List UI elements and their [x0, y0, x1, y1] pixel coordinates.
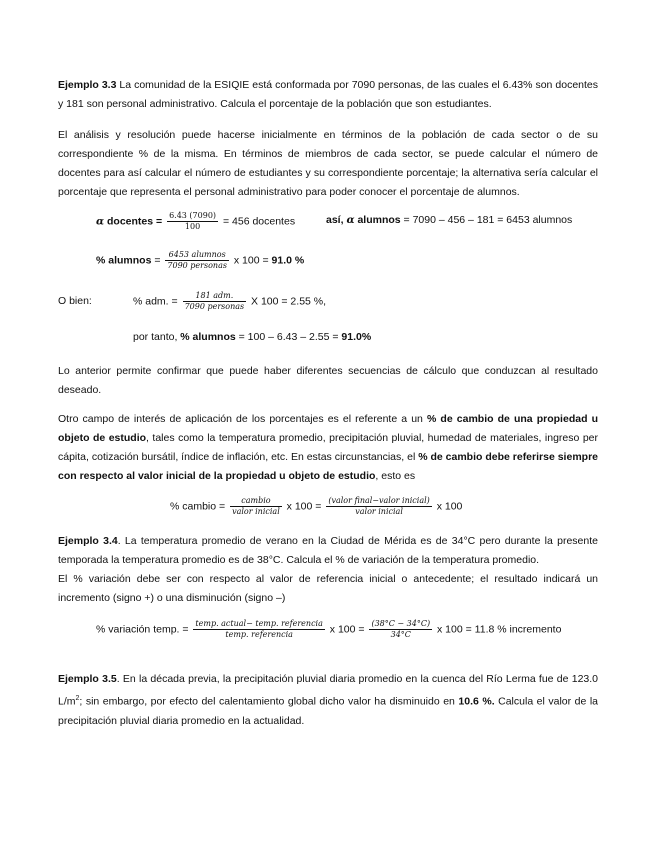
eq5-numerator-2: (valor final−valor inicial): [328, 496, 430, 505]
eq2-lhs: % alumnos: [96, 254, 152, 267]
eq1-numerator: 6.43 (7090): [169, 211, 217, 220]
eq6-rhs: x 100 = 11.8 % incremento: [434, 623, 562, 636]
ejemplo-3-5-label: Ejemplo 3.5: [58, 673, 117, 685]
eq2-rhs: x 100 =: [230, 254, 272, 267]
eq2-fraction: [165, 250, 229, 271]
otro-bold-1: % de cambio de una propiedad u objeto de estudio: [58, 413, 598, 444]
eq6-numerator-1: temp. actual− temp. referencia: [195, 619, 323, 628]
otro-text-1: Otro campo de interés de aplicación de los porcentajes es el referente a un: [58, 413, 427, 425]
otro-text-2: , tales como la temperatura promedio, precipitación pluvial, humedad de materiales, ingreso per cápita, cotización bursátil, índice de inflación, etc. En estas circunstancias, el: [58, 432, 598, 463]
eq1-rhs2: = 7090 – 456 – 181 = 6453 alumnos: [400, 214, 573, 226]
eq1-asi: así,: [326, 214, 347, 226]
alpha-symbol-2: α: [346, 214, 355, 226]
eq2-eq: =: [151, 254, 164, 267]
ejemplo-3-3-paragraph: [58, 76, 598, 114]
eq1-fraction: [167, 211, 218, 232]
confirm-paragraph: Lo anterior permite confirmar que puede haber diferentes secuencias de cálculo que conduzcan al resultado deseado.: [58, 365, 598, 396]
alpha-symbol: α: [96, 215, 105, 228]
eq3-rhs: X 100 = 2.55 %,: [248, 295, 327, 308]
otro-bold-2: % de cambio debe referirse siempre con respecto al valor inicial de la propiedad u objeto de estudio: [58, 451, 598, 482]
ejemplo-3-5-text-3: Calcula el valor de la precipitación pluvial diaria promedio en la actualidad.: [58, 695, 598, 727]
eq5-mid: x 100 =: [283, 500, 325, 513]
equation-percent-change: [170, 496, 462, 517]
analysis-paragraph: El análisis y resolución puede hacerse inicialmente en términos de la población de cada sector o de su correspondiente % de la misma. En términos de miembros de cada sector, se puede calcular el número de docentes para así calcular el número de estudiantes y su correspondiente porcentaje; la alternativa sería calcular el porcentaje que representa el personal administrativo para poder conocer el porcentaje de alumnos.: [58, 129, 598, 198]
eq1-rhs: = 456 docentes: [220, 215, 296, 228]
ejemplo-3-5-paragraph: [58, 670, 598, 731]
eq6-fraction-1: [193, 619, 324, 640]
ejemplo-3-4-label: Ejemplo 3.4: [58, 535, 118, 547]
obien-label: O bien:: [58, 295, 92, 307]
ejemplo-3-5-bold: 10.6 %.: [458, 695, 495, 708]
eq1-lhs2: alumnos: [354, 214, 401, 226]
equation-docentes: [96, 211, 295, 232]
eq5-denominator-1: valor inicial: [232, 507, 280, 516]
eq1-lhs: docentes =: [104, 215, 166, 228]
equation-percent-alumnos: [96, 250, 304, 271]
ejemplo-3-5-text-1: . En la década previa, la precipitación pluvial diaria promedio en la cuenca del Río Lerma fue de 123.0 L/m: [58, 673, 599, 708]
ejemplo-3-5-superscript: 2: [75, 695, 80, 702]
eq3-numerator: 181 adm.: [183, 291, 247, 302]
eq1-denominator: 100: [184, 222, 201, 231]
eq5-fraction-2: [326, 496, 431, 517]
eq6-mid: x 100 =: [326, 623, 368, 636]
eq3-lhs: % adm. =: [133, 295, 181, 308]
ejemplo-3-5-text-2: ; sin embargo, por efecto del calentamiento global dicho valor ha disminuido en: [79, 695, 459, 708]
eq6-numerator-2: (38°C − 34°C): [371, 619, 431, 628]
equation-percent-adm: [133, 291, 326, 312]
ejemplo-3-4-paragraph: [58, 532, 598, 608]
eq4-result: 91.0%: [341, 331, 372, 343]
eq2-numerator: 6453 alumnos: [165, 250, 229, 261]
eq6-denominator-2: 34°C: [390, 630, 411, 639]
equation-variacion-temp: [96, 619, 561, 640]
equation-por-tanto: [133, 330, 371, 344]
eq4-lhs: % alumnos: [180, 331, 236, 343]
eq5-rhs: x 100: [433, 500, 463, 513]
percent-change-paragraph: [58, 410, 598, 486]
ejemplo-3-4-text-2: El % variación debe ser con respecto al valor de referencia inicial o antecedente; el resultado indicará un incremento (signo +) o una disminución (signo –): [58, 573, 598, 604]
eq5-fraction-1: [230, 496, 282, 517]
equation-alumnos: [326, 213, 572, 227]
ejemplo-3-4-text: . La temperatura promedio de verano en la Ciudad de Mérida es de 34°C pero durante la presente temporada la temperatura promedio es de 38°C. Calcula el % de variación de la temperatura promedio.: [58, 535, 598, 566]
ejemplo-3-3-text: La comunidad de la ESIQIE está conformada por 7090 personas, de las cuales el 6.43% son docentes y 181 son personal administrativo. Calcula el porcentaje de la población que son estudiantes.: [58, 79, 599, 110]
eq2-denominator: 7090 personas: [167, 261, 227, 270]
eq5-denominator-2: valor inicial: [355, 507, 403, 516]
eq6-lhs: % variación temp. =: [96, 623, 192, 636]
eq3-denominator: 7090 personas: [184, 302, 245, 311]
otro-text-3: , esto es: [375, 470, 416, 482]
eq2-result: 91.0 %: [271, 254, 305, 267]
eq5-lhs: % cambio =: [170, 500, 229, 513]
eq4-pre: por tanto,: [133, 331, 181, 343]
eq6-fraction-2: [369, 619, 432, 640]
eq3-fraction: [183, 291, 247, 312]
eq4-mid: = 100 – 6.43 – 2.55 =: [235, 331, 342, 343]
eq6-denominator-1: temp. referencia: [225, 630, 293, 639]
eq5-numerator-1: cambio: [230, 496, 282, 507]
ejemplo-3-3-label: Ejemplo 3.3: [58, 79, 117, 91]
